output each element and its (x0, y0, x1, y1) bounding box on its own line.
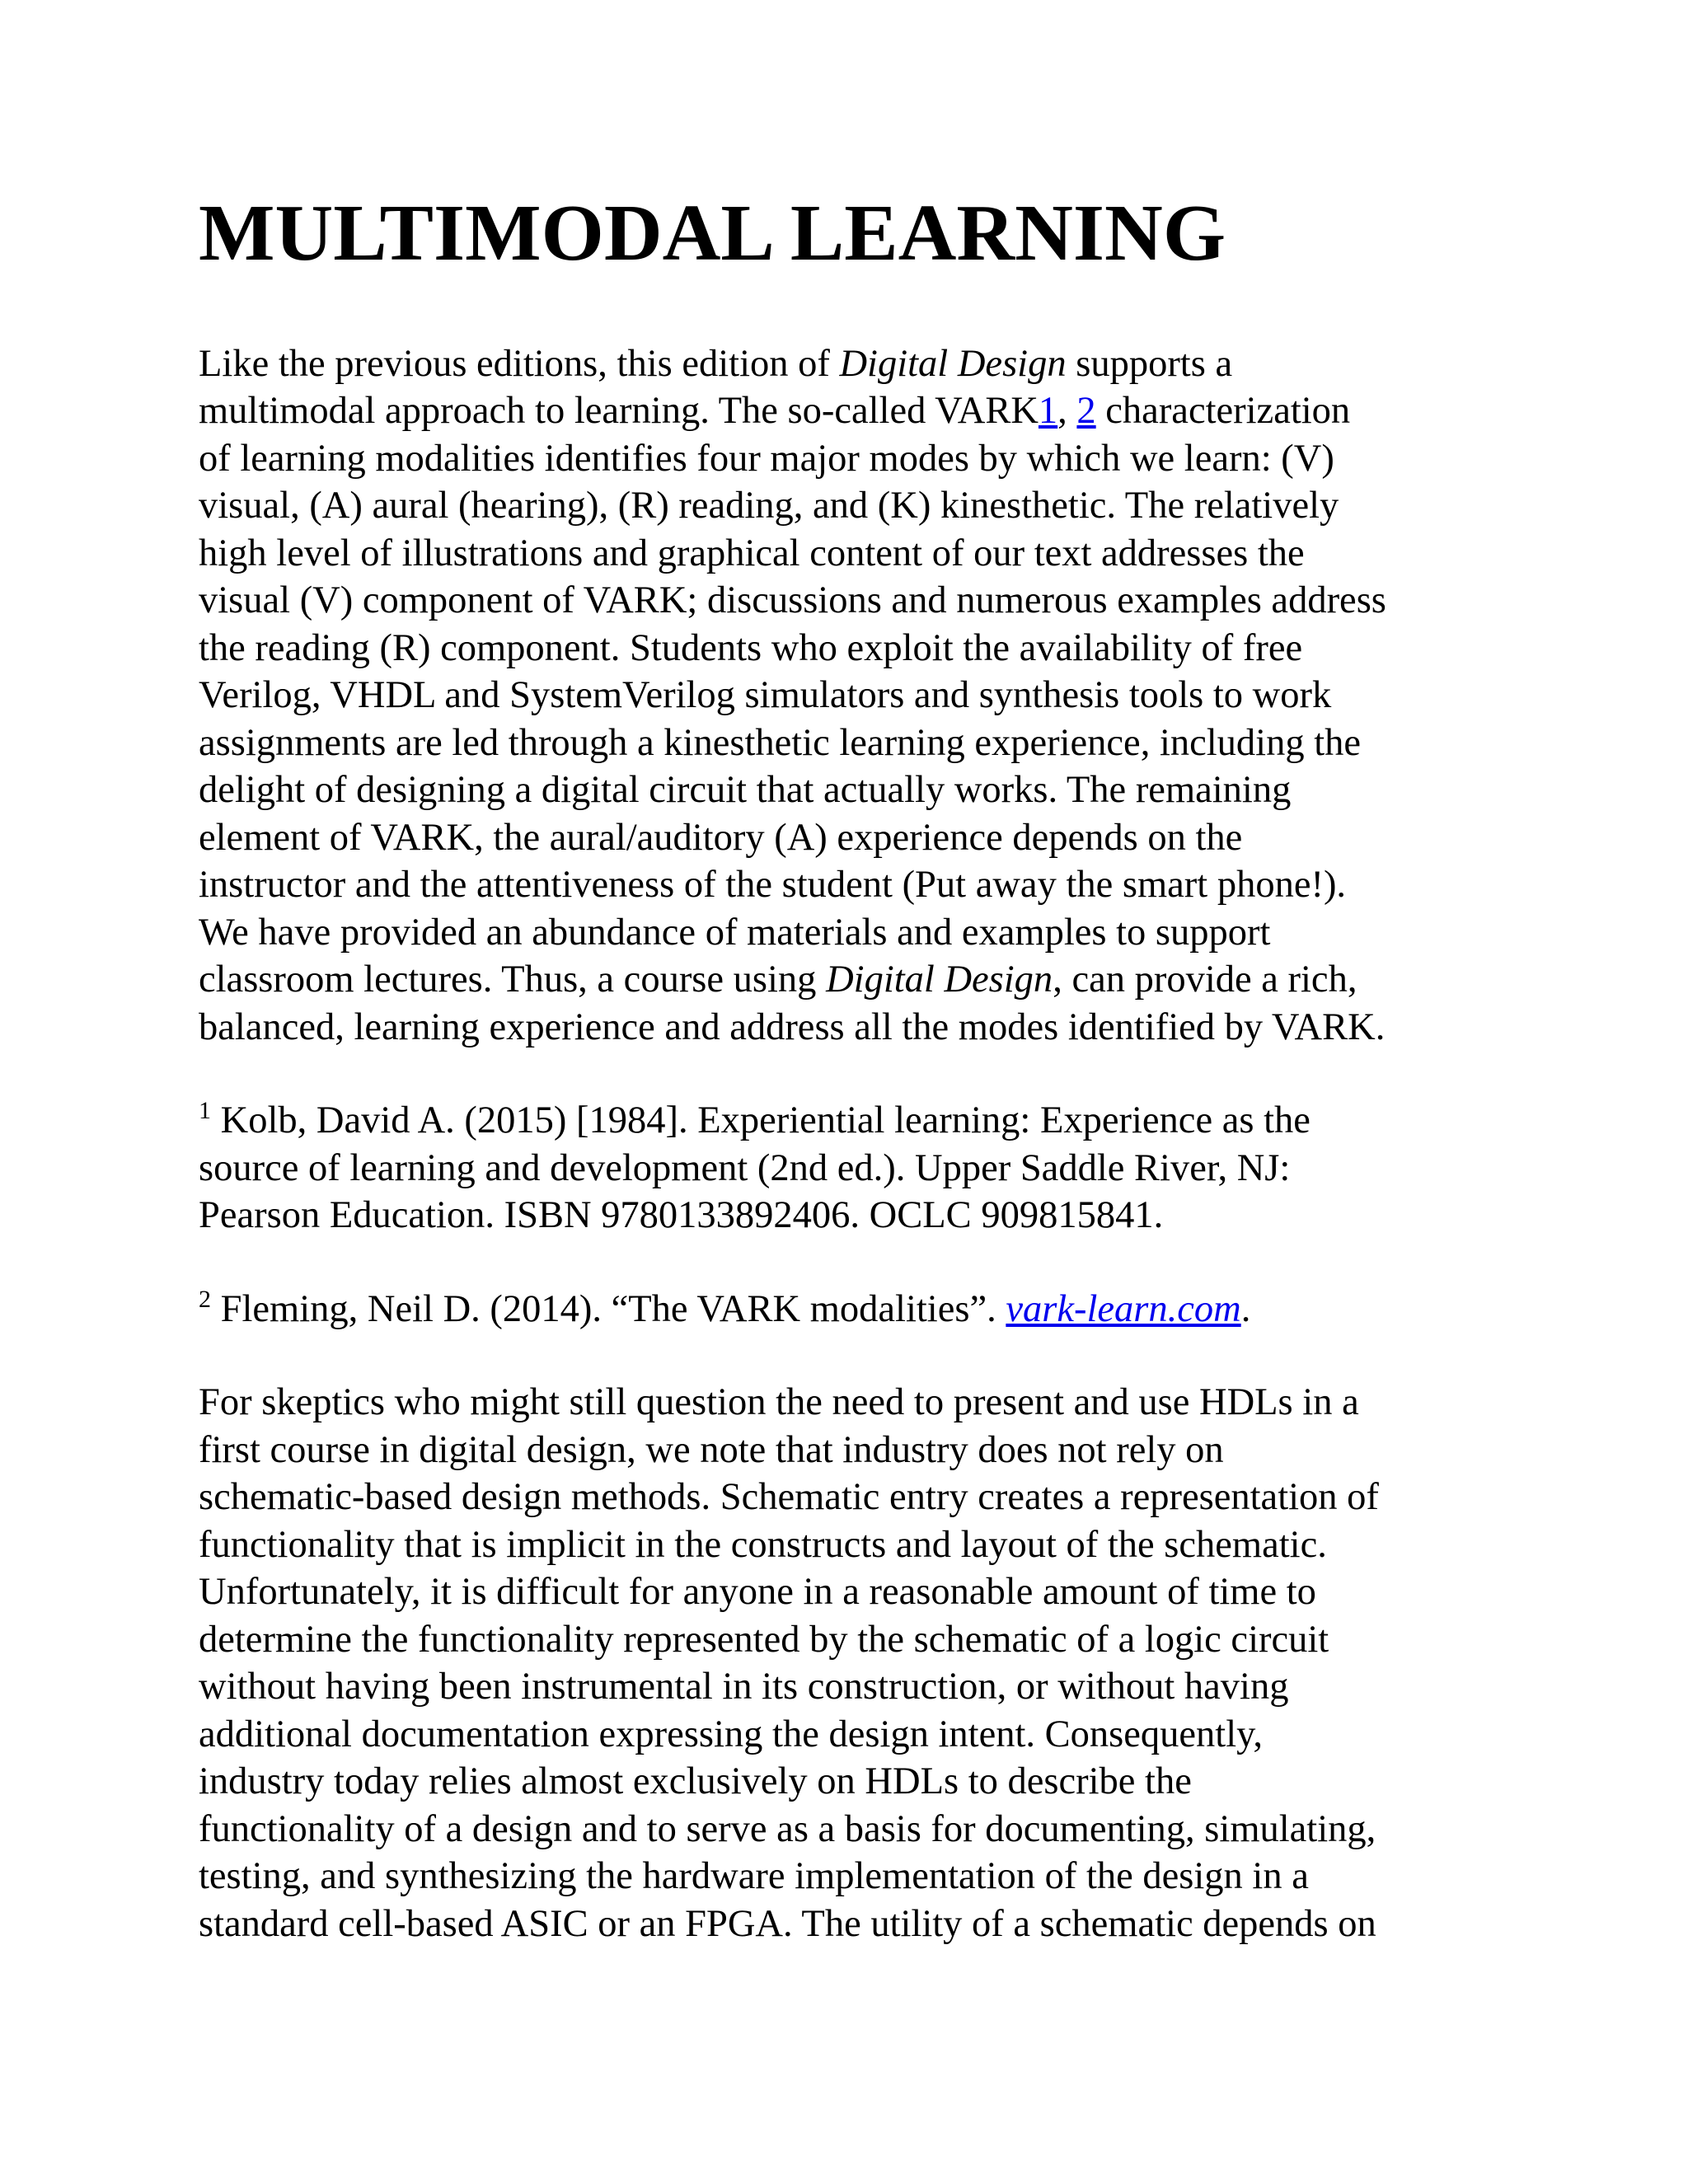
text-line: schematic-based design methods. Schematic entry creates a representation of (199, 1476, 1379, 1519)
text-line: of learning modalities identifies four major modes by which we learn: (V) (199, 437, 1334, 480)
text-line: Unfortunately, it is difficult for anyone in a reasonable amount of time to (199, 1571, 1316, 1614)
footnote-link-2[interactable]: 2 (1076, 390, 1096, 433)
text-line: We have provided an abundance of materials and examples to support (199, 911, 1271, 954)
footnote-marker: 1 (199, 1097, 211, 1125)
vark-learn-link[interactable]: vark-learn.com (1006, 1287, 1241, 1330)
text-line: visual (V) component of VARK; discussions and numerous examples address (199, 579, 1386, 622)
text-line: without having been instrumental in its construction, or without having (199, 1666, 1289, 1708)
book-title: Digital Design (839, 342, 1067, 385)
text-line: visual, (A) aural (hearing), (R) reading, and (K) kinesthetic. The relatively (199, 485, 1339, 527)
text-line: standard cell-based ASIC or an FPGA. The utility of a schematic depends on (199, 1902, 1376, 1945)
text-line: determine the functionality represented by the schematic of a logic circuit (199, 1618, 1329, 1661)
footnote-2 (199, 1286, 1501, 1333)
text-line: For skeptics who might still question the need to present and use HDLs in a (199, 1381, 1359, 1424)
text-line: element of VARK, the aural/auditory (A) experience depends on the (199, 816, 1243, 859)
text-line: $^2$ Fleming, Neil D. (2014). “The VARK modalities”. vark-learn.com. (199, 1285, 1251, 1330)
text-line: testing, and synthesizing the hardware implementation of the design in a (199, 1855, 1309, 1898)
text-line: Pearson Education. ISBN 9780133892406. OCLC 909815841. (199, 1194, 1164, 1237)
text-line: delight of designing a digital circuit that actually works. The remaining (199, 769, 1292, 812)
text-line: instructor and the attentiveness of the student (Put away the smart phone!). (199, 864, 1347, 907)
text-line: industry today relies almost exclusively on HDLs to describe the (199, 1760, 1192, 1803)
text-line: Verilog, VHDL and SystemVerilog simulators and synthesis tools to work (199, 674, 1332, 717)
text-line: additional documentation expressing the design intent. Consequently, (199, 1713, 1263, 1755)
text-line: functionality that is implicit in the constructs and layout of the schematic. (199, 1523, 1327, 1566)
text-line: assignments are led through a kinesthetic learning experience, including the (199, 721, 1362, 764)
page-title: MULTIMODAL LEARNING (199, 189, 1226, 278)
intro-paragraph (199, 340, 1501, 1052)
text-line: $^1$ Kolb, David A. (2015) [1984]. Experiential learning: Experience as the (199, 1097, 1311, 1142)
document-page (199, 190, 1501, 1947)
hdl-paragraph (199, 1379, 1501, 1947)
book-title: Digital Design (826, 958, 1053, 1001)
text-line: functionality of a design and to serve as a basis for documenting, simulating, (199, 1807, 1376, 1850)
footnote-marker: 2 (199, 1285, 211, 1313)
footnote-1 (199, 1097, 1501, 1240)
text-line: multimodal approach to learning. The so-called VARK1, 2 characterization (199, 390, 1351, 433)
text-line: classroom lectures. Thus, a course using Digital Design, can provide a rich, (199, 958, 1357, 1001)
text-line: source of learning and development (2nd ed.). Upper Saddle River, NJ: (199, 1146, 1291, 1189)
footnote-link-1[interactable]: 1 (1038, 390, 1058, 433)
text-line: the reading (R) component. Students who exploit the availability of free (199, 626, 1303, 669)
text-line: Like the previous editions, this edition of Digital Design supports a (199, 342, 1233, 385)
text-line: high level of illustrations and graphical content of our text addresses the (199, 532, 1305, 574)
text-line: balanced, learning experience and address all the modes identified by VARK. (199, 1005, 1386, 1048)
text-line: first course in digital design, we note that industry does not rely on (199, 1428, 1224, 1471)
